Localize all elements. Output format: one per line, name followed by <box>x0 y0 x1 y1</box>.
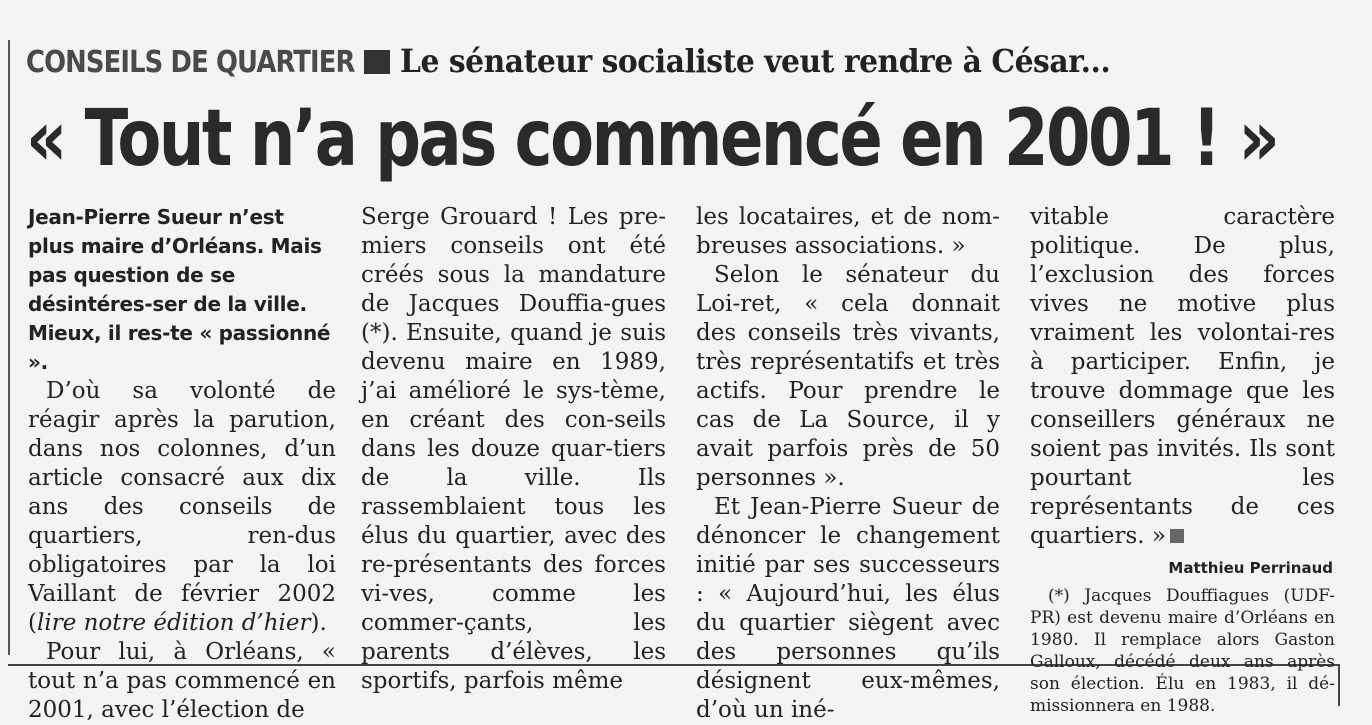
kicker <box>26 42 1164 80</box>
reference-italic: lire notre édition d’hier <box>36 610 311 636</box>
body-paragraph: les locataires, et de nom-breuses associations. » <box>696 204 1000 259</box>
lead-paragraph: Jean-Pierre Sueur n’est plus maire d’Orléans. Mais pas question de se désintéres-ser de la ville. Mieux, il res-te « passionné ». <box>28 205 331 374</box>
rubric: CONSEILS DE QUARTIER <box>26 45 355 80</box>
square-bullet-icon <box>364 50 390 74</box>
body-paragraph: Serge Grouard ! Les pre-miers conseils ont été créés sous la mandature de Jacques Douffia-gues (*). Ensuite, quand je suis devenu maire en 1989, j’ai amélioré le sys-tème, en créant des con-seils dans les douze quar-tiers de la ville. Ils rassemblaient tous les élus du quartier, avec des re-présentants des forces vi-ves, comme les commer-çants, les parents d’élèves, les sportifs, parfois même <box>361 204 666 694</box>
headline: « Tout n’a pas commencé en 2001 ! » <box>26 94 1278 184</box>
end-of-article-icon <box>1170 529 1184 543</box>
column-4 <box>1030 203 1335 717</box>
deck: Le sénateur socialiste veut rendre à César... <box>400 42 1111 80</box>
left-column-rule <box>8 40 10 655</box>
column-1 <box>28 203 336 725</box>
column-3 <box>696 203 1000 725</box>
body-paragraph: Selon le sénateur du Loi-ret, « cela donnait des conseils très vivants, très représentatifs et très actifs. Pour prendre le cas de La Source, il y avait parfois près de 50 personnes ». <box>696 262 1000 491</box>
column-2 <box>361 203 666 696</box>
body-paragraph: Pour lui, à Orléans, « tout n’a pas commencé en 2001, avec l’élection de <box>28 639 336 723</box>
body-paragraph: vitable caractère politique. De plus, l’exclusion des forces vives ne motive plus vraiment les volontai-res à participer. Enfin, je trouve dommage que les conseillers généraux ne soient pas invités. Ils sont pourtant les représentants de ces quartiers. » <box>1030 204 1335 549</box>
footnote: (*) Jacques Douffiagues (UDF-PR) est devenu maire d’Orléans en 1980. Il remplace alors Gaston Galloux, décédé deux ans après son élection. Élu en 1983, il dé-missionnera en 1988. <box>1030 586 1335 716</box>
byline: Matthieu Perrinaud <box>1168 559 1333 577</box>
body-paragraph: D’où sa volonté de réagir après la parution, dans nos colonnes, d’un article consacré aux dix ans des conseils de quartiers, ren-dus obligatoires par la loi Vaillant de février 2002 (lire notre édition d’hier). <box>28 378 336 636</box>
body-paragraph: Et Jean-Pierre Sueur de dénoncer le changement initié par ses successeurs : « Aujourd’hui, les élus du quartier siègent avec des personnes qu’ils désignent eux-mêmes, d’où un iné- <box>696 494 1000 723</box>
